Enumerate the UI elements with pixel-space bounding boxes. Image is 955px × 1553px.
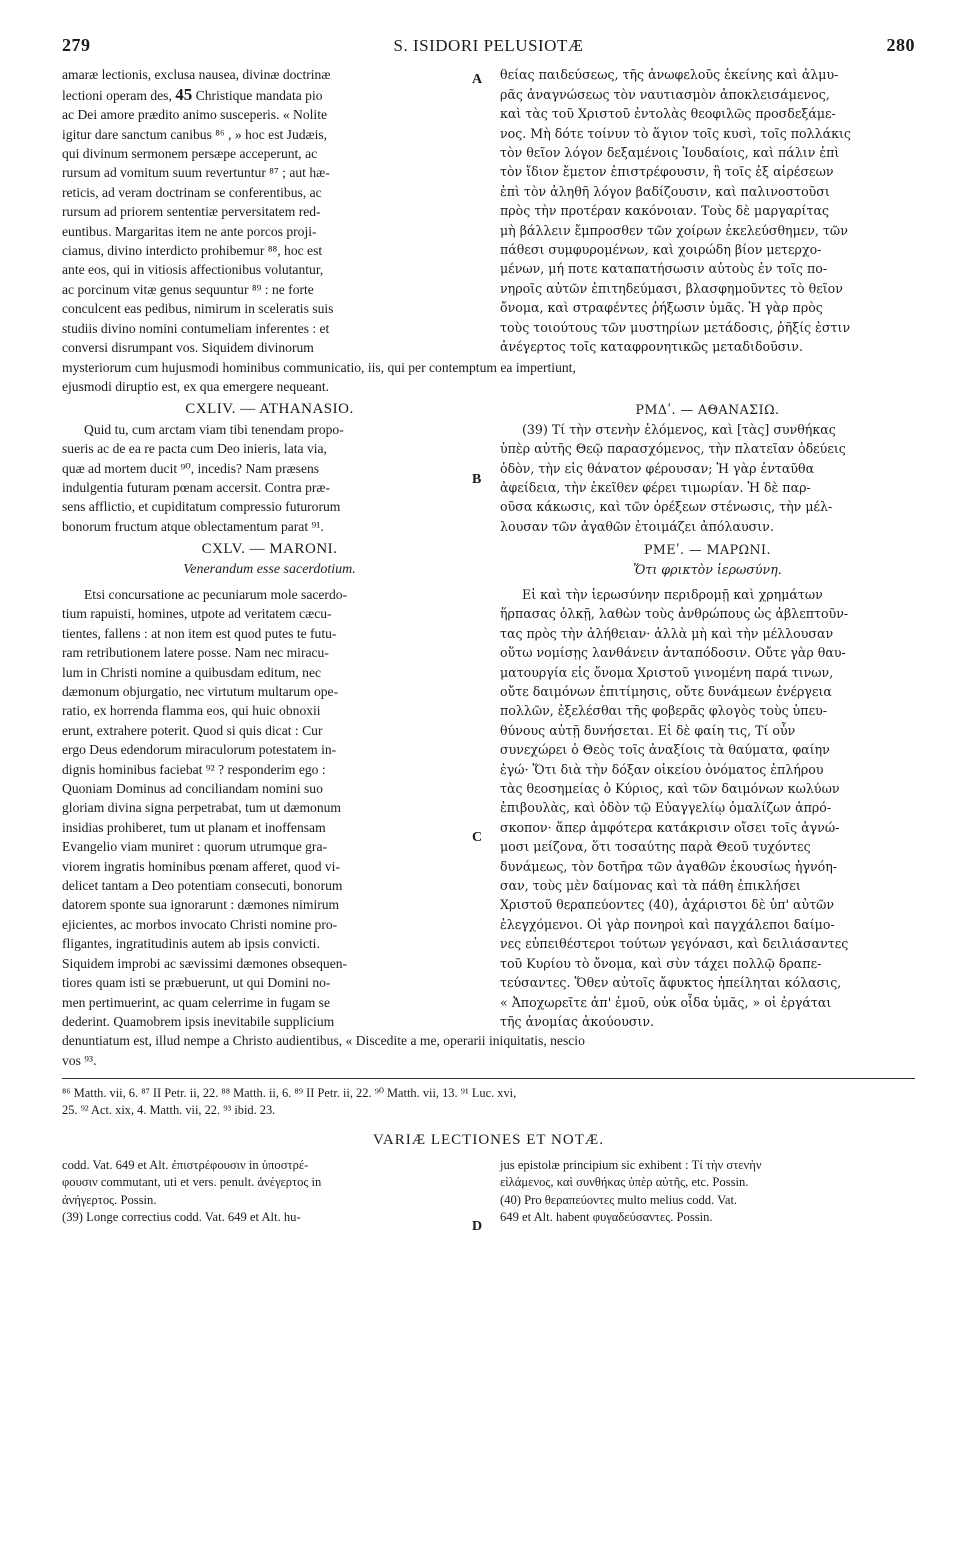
latin-line: reticis, ad veram doctrinam se conferentibus, ac <box>62 184 322 200</box>
running-title: S. ISIDORI PELUSIOTÆ <box>393 36 584 55</box>
latin-line: quæ ad mortem ducit ⁹⁰, incedis? Nam præsens <box>62 460 320 476</box>
latin-line: Etsi concursatione ac pecuniarum mole sacerdo- <box>84 586 348 602</box>
greek-line: μοσι μείζονα, ὅτι τοσαύτης παρὰ Θεοῦ τυχόντες <box>500 839 811 855</box>
page-number-left: 279 <box>62 35 91 55</box>
latin-line: rursum ad priorem sententiæ perversitatem red- <box>62 204 321 220</box>
section-145-heading-row <box>62 540 915 559</box>
greek-line: πάθεσι συμφυρομένων, καὶ χοιρώδη βίον μετερχο- <box>500 242 822 258</box>
latin-line: tiores quam isti se præbuerunt, ut qui Domini no- <box>62 975 331 991</box>
greek-line: ὁδὸν, τὴν εἰς θάνατον φέρουσαν; Ἡ γὰρ ἐνταῦθα <box>500 460 815 476</box>
greek-line: τας πρὸς τὴν ἀλήθειαν· ἀλλὰ μὴ καὶ τὴν μέλλουσαν <box>500 625 834 641</box>
varia-line: 649 et Alt. habent φυγαδεύσαντες. Possin. <box>500 1210 713 1225</box>
greek-line: ρᾶς ἀναγνώσεως τὸν ναυτιασμὸν ἀποκλεισάμενος, <box>500 86 830 102</box>
greek-line: « Ἀποχωρεῖτε ἀπ' ἐμοῦ, οὐκ οἶδα ὑμᾶς, » οἱ ἐργάται <box>500 994 832 1010</box>
greek-line: συνεχώρει ὁ Θεὸς τοῖς ἀναξίοις τὰ θαύματα, φαίην <box>500 742 830 758</box>
section-145-latin-subtitle: Venerandum esse sacerdotium. <box>183 561 356 577</box>
latin-line: igitur dare sanctum canibus ⁸⁶ , » hoc est Judæis, <box>62 126 328 142</box>
section-144-latin <box>62 420 477 536</box>
section-145-greek-subtitle: Ὅτι φρικτὸν ἱερωσύνη. <box>633 561 782 577</box>
footnote-line: 25. ⁹² Act. xix, 4. Matth. vii, 22. ⁹³ ibid. 23. <box>62 1103 276 1118</box>
latin-line: qui divinum sermonem persæpe acceperunt, ac <box>62 146 318 162</box>
section-marker-c: C <box>472 830 483 845</box>
section-marker-a: A <box>472 72 483 87</box>
full-width-line: denuntiatum est, illud nempe a Christo audientibus, « Discedite a me, operarii iniquitatis, nescio <box>62 1033 585 1049</box>
greek-line: μένων, μή ποτε καταπατήσωσιν αὐτοὺς ἐν τοῖς πο- <box>500 261 828 277</box>
latin-line: Quoniam Dominus ad conciliandam nomini suo <box>62 781 323 797</box>
varia-right <box>500 1157 915 1227</box>
latin-line: conculcent eas pedibus, nimirum in sceleratis suis <box>62 301 334 317</box>
latin-line: datorem sponte sua ignorarunt : dæmones nimirum <box>62 897 340 913</box>
varia-columns <box>62 1157 915 1227</box>
varia-title: VARIÆ LECTIONES ET NOTÆ. <box>373 1132 604 1149</box>
full-width-line: vos ⁹³. <box>62 1052 97 1068</box>
section-145-latin <box>62 585 477 1031</box>
latin-line: lectioni operam des, 45 Christique mandata pio <box>62 84 323 104</box>
footnote-divider <box>62 1078 915 1079</box>
greek-line: ἐλεγχόμενοι. Οἱ γὰρ πονηροὶ καὶ παγχάλεποι δαίμο- <box>500 916 835 932</box>
latin-line: tium rapuisti, homines, utpote ad veritatem cæcu- <box>62 606 332 622</box>
latin-line: indulgentia futuram pœnam accersit. Contra præ- <box>62 479 331 495</box>
greek-line: μὴ βάλλειν ἔμπροσθεν τῶν χοίρων ἐκελεύσθημεν, τῶν <box>500 222 848 238</box>
latin-line: delicet tantam a Deo potentiam consecuti, bonorum <box>62 878 343 894</box>
greek-line: ἀνέγερτος τοῖς καταφρονητικῶς μεταδιδοῦσιν. <box>500 339 803 355</box>
greek-line: ἐγώ· Ὅτι διὰ τὴν δόξαν οἰκείου ὀνόματος ἐπλήρου <box>500 761 824 777</box>
varia-line: ἀνήγερτος. Possin. <box>62 1192 157 1207</box>
column-number: 45 <box>175 84 193 104</box>
greek-line: οὕτω νομίσῃς λανθάνειν ἀνταπόδοσιν. Οὔτε γὰρ θαυ- <box>500 645 846 661</box>
running-head <box>62 36 915 55</box>
latin-line: conversi disrumpant vos. Siquidem divinorum <box>62 340 314 356</box>
greek-line: τὸν ἴδιον ἔμετον ἐπιστρέφουσιν, ἢ τοῖς ἐξ αἱρέσεων <box>500 164 834 180</box>
latin-line: ciamus, divino interdicto prohibemur ⁸⁸, hoc est <box>62 243 323 259</box>
latin-line: men pertimuerint, ac quam celerrime in fugam se <box>62 994 330 1010</box>
greek-line: πολλῶν, ἐξελέσθαι τῆς φοβερᾶς φλογὸς τοὺς ὑπευ- <box>500 703 828 719</box>
varia-line: (40) Pro θεραπεύοντες multo melius codd. Vat. <box>500 1192 738 1207</box>
latin-line: dæmonum objurgatio, nec virtutum multarum ope- <box>62 684 339 699</box>
varia-line: (39) Longe correctius codd. Vat. 649 et Alt. hu- <box>62 1210 301 1225</box>
footnote-line: ⁸⁶ Matth. vii, 6. ⁸⁷ II Petr. ii, 22. ⁸⁸ Matth. ii, 6. ⁸⁹ II Petr. ii, 22. ⁹⁰ Matth. vii, 13. ⁹¹ Luc. xvi, <box>62 1086 517 1101</box>
latin-line: sens afflictio, et cupiditatum compressio futurorum <box>62 499 341 515</box>
section-144-heading-row <box>62 400 915 419</box>
latin-line: viorem ingratis hominibus pœnam afferet, quod vi- <box>62 858 340 874</box>
greek-line: τὰς θεοσημείας ὁ Κύριος, καὶ τῶν δαιμόνων κωλύων <box>500 781 840 797</box>
varia-line: jus epistolæ principium sic exhibent : Τί τὴν στενὴν <box>500 1157 762 1172</box>
section-145-greek-title: ΡΜΕʹ. — ΜΑΡΩΝΙ. <box>643 542 772 558</box>
section-144-latin-title: CXLIV. — ATHANASIO. <box>185 401 354 418</box>
latin-line: studiis divino nomini contumeliam inferentes : et <box>62 320 330 336</box>
section-marker-b: B <box>472 472 482 487</box>
greek-column-1 <box>500 65 915 357</box>
page-number-right: 280 <box>886 35 915 55</box>
greek-line: τῆς ἀνομίας ἀκούουσιν. <box>500 1013 655 1029</box>
latin-line: dederint. Quamobrem ipsis inevitabile supplicium <box>62 1013 335 1029</box>
section-145-columns <box>62 585 915 1031</box>
section-144-greek-title: ΡΜΔʹ. — ΑΘΑΝΑΣΙΩ. <box>635 402 780 418</box>
greek-line: θύνους αὐτῇ δυνήσεται. Εἰ δὲ φαίη τις, Τί οὖν <box>500 722 796 738</box>
latin-line: ejicientes, ac morbos invocato Christi nomine pro- <box>62 916 338 932</box>
latin-line: Quid tu, cum arctam viam tibi tenendam propo- <box>84 421 344 437</box>
latin-line: erunt, extrahere poterit. Quod si quis dicat : Cur <box>62 722 323 738</box>
footnotes <box>62 1085 915 1119</box>
latin-line: gloriam divina signa perpetrabat, tum ut dæmonum <box>62 800 341 816</box>
greek-line: νες εὐπειθέστεροι τούτων γεγόνασι, καὶ δειλιάσαντες <box>500 936 849 952</box>
latin-line: rursum ad vomitum suum revertuntur ⁸⁷ ; aut hæ- <box>62 165 330 181</box>
greek-line: τὸν θεῖον λόγον δεξαμένοις Ἰουδαίοις, καὶ πάλιν ἐπὶ <box>500 145 840 161</box>
latin-line: ante eos, qui in vitiosis affectionibus volutantur, <box>62 262 324 278</box>
latin-line: sueris ac de ea re pacta cum Deo inieris, lata via, <box>62 441 327 457</box>
latin-line: fligantes, ingratitudinis autem ab ipsis convicti. <box>62 936 320 952</box>
greek-line: σαν, τοὺς μὲν δαίμονας καὶ τὰ πάθη ἐπικλήσει <box>500 878 801 894</box>
block1-columns <box>62 65 915 357</box>
greek-line: (39) Τί τὴν στενὴν ἑλόμενος, καὶ [τὰς] συνθήκας <box>522 421 836 437</box>
greek-line: σκοπον· ἅπερ ἀμφότερα κατάκρισιν οἴσει τοῖς ἀγνώ- <box>500 819 840 835</box>
section-144-columns <box>62 420 915 536</box>
latin-line: lum in Christi nomine a quibusdam editum, nec <box>62 664 322 680</box>
greek-line: τεύσαντες. Ὅθεν αὐτοῖς ἄφυκτος ἠπείληται κόλασις, <box>500 975 842 991</box>
greek-line: ματουργία εἰς ὄνομα Χριστοῦ γινομένη παρά τινων, <box>500 664 834 680</box>
latin-line: dignis hominibus faciebat ⁹² ? responderim ego : <box>62 761 326 777</box>
greek-line: δυνάμεως, τὸν δοτῆρα τῶν ἀγαθῶν ἑκουσίως ἠγνόη- <box>500 858 838 874</box>
latin-line: ratio, ex horrenda flamma eos, qui huic obnoxii <box>62 703 321 719</box>
greek-line: νος. Μὴ δότε τοίνυν τὸ ἅγιον τοῖς κυσὶ, τοῖς πολλάκις <box>500 125 851 141</box>
greek-line: θείας παιδεύσεως, τῆς ἀνωφελοῦς ἐκείνης καὶ ἀλμυ- <box>500 67 839 83</box>
greek-line: ὄνομα, καὶ στραφέντες ῥήξωσιν ὑμᾶς. Ἡ γὰρ πρὸς <box>500 300 823 316</box>
greek-line: ὑπὲρ αὐτῆς Θεῷ παρασχόμενος, τὴν πλατεῖαν ὁδεύεις <box>500 441 846 457</box>
varia-line: φουσιν commutant, uti et vers. penult. ἀνέγερτος in <box>62 1175 322 1190</box>
latin-line: amaræ lectionis, exclusa nausea, divinæ doctrinæ <box>62 67 331 83</box>
latin-line: ac Dei amore prædito animo susceperis. « Nolite <box>62 107 328 123</box>
greek-line: νηροῖς αὐτῶν ἐπιτηδεύμασι, βλασφημοῦντες τὸ θεῖον <box>500 280 843 296</box>
varia-left <box>62 1157 477 1227</box>
latin-line: ram retributionem latere posse. Nam nec miracu- <box>62 645 329 661</box>
greek-line: Χριστοῦ θεραπεύοντες (40), ἀχάριστοι δὲ ὑπ' αὐτῶν <box>500 897 835 913</box>
latin-line: euntibus. Margaritas item ne ante porcos proji- <box>62 223 317 239</box>
varia-line: εἰλάμενος, καὶ συνθήκας ὑπὲρ αὐτῆς, etc. Possin. <box>500 1175 749 1190</box>
section-144-greek <box>500 420 915 536</box>
greek-line: τοῦ Κυρίου τὸ ὄνομα, καὶ σὺν τάχει πολλῷ δραπε- <box>500 955 822 971</box>
latin-line: Evangelio viam muniret : quorum utrumque gra- <box>62 839 328 855</box>
section-145-latin-title: CXLV. — MARONI. <box>201 541 338 558</box>
full-width-line: ejusmodi diruptio est, ex qua emergere nequeant. <box>62 378 330 394</box>
varia-line: codd. Vat. 649 et Alt. ἐπιστρέφουσιν in ὑποστρέ- <box>62 1157 309 1172</box>
greek-line: ἐπὶ τὸν ἀληθῆ λόγον βαδίζουσιν, καὶ παλινοστοῦσι <box>500 183 830 199</box>
greek-line: λουσαν τῶν ἀγαθῶν ἑτοιμάζει ἀπόλαυσιν. <box>500 518 774 534</box>
latin-line: Siquidem improbi ac sævissimi dæmones obsequen- <box>62 955 348 971</box>
section-145-greek <box>500 585 915 1031</box>
greek-line: Εἰ καὶ τὴν ἱερωσύνην περιδρομῇ καὶ χρημάτων <box>522 586 823 602</box>
section-marker-d: D <box>472 1219 483 1234</box>
latin-line: insidias prohiberet, tum ut planam et inoffensam <box>62 819 326 835</box>
greek-line: πρὸς τὴν προτέραν κακόνοιαν. Τοὺς δὲ μαργαρίτας <box>500 203 830 219</box>
greek-line: ἐπιβουλὰς, καὶ ὁδὸν τῷ Εὐαγγελίῳ ὁμαλίζων ἀπρό- <box>500 800 832 816</box>
latin-column-1 <box>62 65 477 357</box>
greek-line: καὶ τὰς τοῦ Χριστοῦ ἐντολὰς θεοφιλῶς προσδεξάμε- <box>500 106 836 122</box>
greek-line: οῦσα κάκωσις, καὶ τῶν ὀρέξεων στένωσις, τὴν μέλ- <box>500 499 833 515</box>
latin-line: tientes, fallens : at non item est quod putes te futu- <box>62 625 337 641</box>
greek-line: οὔτε δαιμόνων ἐπιτίμησις, οὔτε δυνάμεων ἐνέργεια <box>500 684 832 699</box>
section-145-subtitle-row <box>62 560 915 579</box>
latin-line: bonorum fructum atque oblectamentum parat ⁹¹. <box>62 518 324 534</box>
full-width-line: mysteriorum cum hujusmodi hominibus communicatio, iis, qui per contemptum ea impertiunt, <box>62 359 576 375</box>
latin-line: ergo Deus edendorum miraculorum potestatem in- <box>62 742 337 758</box>
latin-line: ac porcinum vitæ genus sequuntur ⁸⁹ : ne forte <box>62 281 314 297</box>
greek-line: τοὺς τοιούτους τῶν μυστηρίων μετάδοσις, ῥῆξίς ἐστιν <box>500 319 851 335</box>
greek-line: ἀφείδεια, τὴν ἐκεῖθεν φέρει τιμωρίαν. Ἡ δὲ παρ- <box>500 479 811 495</box>
greek-line: ἥρπασας ὁλκῇ, λαθὼν τοὺς ἀνθρώπους ὡς ἀβλεπτοῦν- <box>500 606 849 622</box>
